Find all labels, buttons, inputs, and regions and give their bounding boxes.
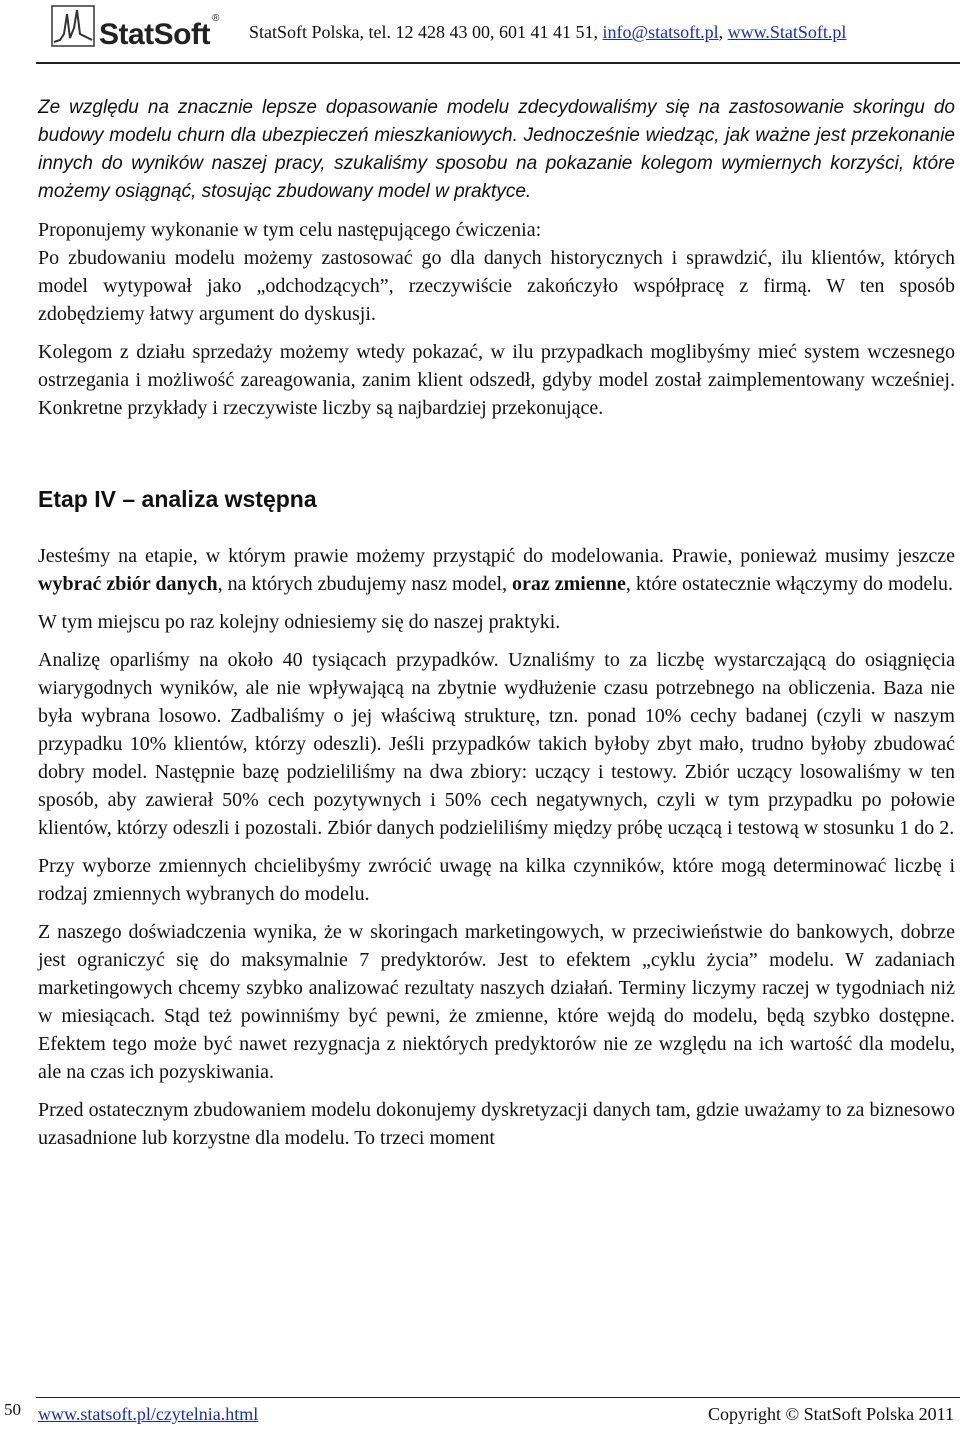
paragraph: Kolegom z działu sprzedaży możemy wtedy pokazać, w ilu przypadkach moglibyśmy mieć system wczesnego ostrzegania i możliwość zareagowania, zanim klient odszedł, gdyby model został zaimplementowany wcześniej. Konkretne przykłady i rzeczywiste liczby są najbardziej przekonujące. (38, 341, 955, 419)
paragraph: W tym miejscu po raz kolejny odniesiemy się do naszej praktyki. (38, 611, 561, 633)
website-link[interactable]: www.StatSoft.pl (727, 22, 847, 42)
paragraph: Jesteśmy na etapie, w którym prawie możemy przystąpić do modelowania. Prawie, ponieważ musimy jeszcze wybrać zbiór danych, na których zbudujemy nasz model, oraz zmienne, które ostatecznie włączymy do modelu. (38, 545, 955, 595)
header-divider (36, 62, 960, 64)
statsoft-logo-text: StatSoft ® (99, 13, 219, 51)
paragraph: Proponujemy wykonanie w tym celu następującego ćwiczenia: (38, 219, 542, 241)
paragraph: Ze względu na znacznie lepsze dopasowanie modelu zdecydowaliśmy się na zastosowanie skoringu do budowy modelu churn dla ubezpieczeń mieszkaniowych. Jednocześnie wiedząc, jak ważne jest przekonanie innych do wyników naszej pracy, szukaliśmy sposobu na pokazanie kolegom wymiernych korzyści, które możemy osiągnąć, stosując zbudowany model w praktyce. (38, 97, 955, 202)
statsoft-logo-icon (50, 4, 96, 48)
page-header (0, 0, 960, 64)
header-contact: StatSoft Polska, tel. 12 428 43 00, 601 41 41 51, info@statsoft.pl, www.StatSoft.pl (249, 22, 847, 42)
document-body (38, 94, 955, 1162)
paragraph: Przy wyborze zmiennych chcielibyśmy zwrócić uwagę na kilka czynników, które mogą determinować liczbę i rodzaj zmiennych wybranych do modelu. (38, 855, 955, 905)
page-number: 50 (4, 1400, 21, 1419)
footer-divider (36, 1397, 960, 1398)
paragraph: Przed ostatecznym zbudowaniem modelu dokonujemy dyskretyzacji danych tam, gdzie uważamy to za biznesowo uzasadnione lub korzystne dla modelu. To trzeci moment (38, 1099, 955, 1149)
section-heading: Etap IV – analiza wstępna (38, 486, 317, 512)
paragraph: Z naszego doświadczenia wynika, że w skoringach marketingowych, w przeciwieństwie do bankowych, dobrze jest ograniczyć się do maksymalnie 7 predyktorów. Jest to efektem „cyklu życia” modelu. W zadaniach marketingowych chcemy szybko analizować rezultaty naszych działań. Terminy liczymy raczej w tygodniach niż w miesiącach. Stąd też powinniśmy być pewni, że zmienne, które wejdą do modelu, będą szybko dostępne. Efektem tego może być nawet rezygnacja z niektórych predyktorów nie ze względu na ich wartość dla modelu, ale na czas ich pozyskiwania. (38, 921, 955, 1083)
copyright-text: Copyright © StatSoft Polska 2011 (707, 1404, 954, 1424)
paragraph: Analizę oparliśmy na około 40 tysiącach przypadków. Uznaliśmy to za liczbę wystarczającą do osiągnięcia wiarygodnych wyników, ale nie wpływającą na zbytnie wydłużenie czasu potrzebnego na obliczenia. Baza nie była wybrana losowo. Zadbaliśmy o jej właściwą strukturę, tzn. ponad 10% cechy badanej (czyli w naszym przypadku 10% klientów, którzy odeszli). Jeśli przypadków takich byłoby zbyt mało, trudno byłoby zbudować dobry model. Następnie bazę podzieliliśmy na dwa zbiory: uczący i testowy. Zbiór uczący losowaliśmy w ten sposób, aby zawierał 50% cech pozytywnych i 50% cech negatywnych, czyli w tym przypadku po połowie klientów, którzy odeszli i pozostali. Zbiór danych podzieliliśmy między próbę uczącą i testową w stosunku 1 do 2. (38, 649, 955, 839)
paragraph: Po zbudowaniu modelu możemy zastosować go dla danych historycznych i sprawdzić, ilu klientów, których model wytypował jako „odchodzących”, rzeczywiście zakończyło współpracę z firmą. W ten sposób zdobędziemy łatwy argument do dyskusji. (38, 247, 955, 325)
email-link[interactable]: info@statsoft.pl (602, 22, 719, 42)
footer-link[interactable]: www.statsoft.pl/czytelnia.html (38, 1404, 259, 1424)
